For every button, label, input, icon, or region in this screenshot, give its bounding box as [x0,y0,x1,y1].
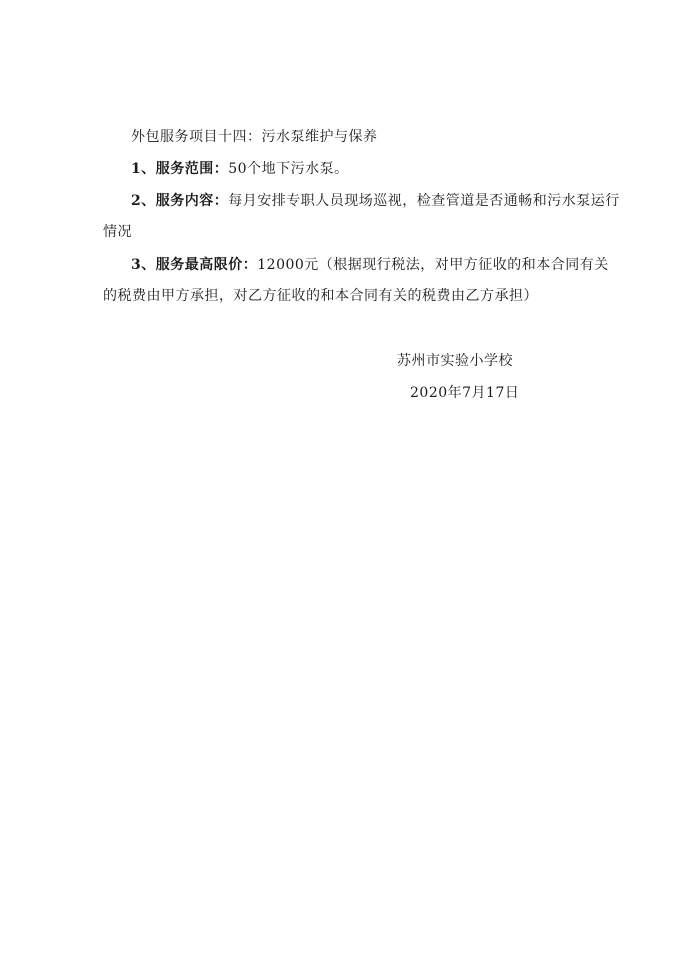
service-content-label: 2、服务内容： [131,193,229,209]
signature-organization [397,351,513,371]
signature-date [410,383,519,403]
service-content-text: 每月安排专职人员现场巡视，检查管道是否通畅和污水泵运行 [228,193,620,209]
service-content-continuation [103,222,132,242]
price-limit-continuation [103,286,538,306]
service-scope-label: 1、服务范围： [131,161,229,177]
service-scope-item [131,159,349,179]
price-limit-text: 12000元（根据现行税法，对甲方征收的和本合同有关 [257,257,609,273]
organization-name: 苏州市实验小学校 [397,353,513,369]
price-limit-item [131,255,609,275]
service-content-continuation-text: 情况 [103,224,132,240]
date-text: 2020年7月17日 [410,385,520,401]
service-scope-text: 50个地下污水泵。 [228,161,349,177]
title-text: 外包服务项目十四：污水泵维护与保养 [131,129,378,145]
document-title [131,127,378,147]
price-limit-label: 3、服务最高限价： [131,257,258,273]
service-content-item [131,191,620,211]
price-limit-continuation-text: 的税费由甲方承担，对乙方征收的和本合同有关的税费由乙方承担） [103,288,538,304]
